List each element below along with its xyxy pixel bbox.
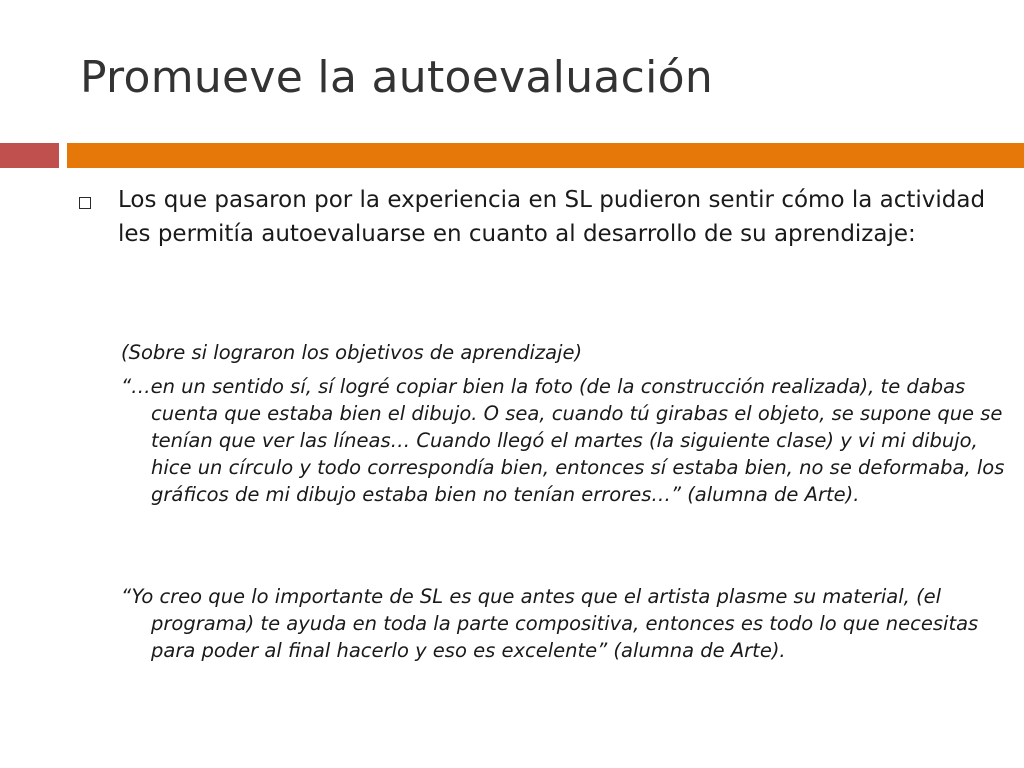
hollow-square-bullet-icon	[79, 197, 91, 209]
title-accent-bar-left	[0, 143, 59, 168]
bullet-text: Los que pasaron por la experiencia en SL pudieron sentir cómo la actividad les permitía autoevaluarse en cuanto al desarrollo de su aprendizaje:	[118, 187, 986, 247]
student-quote-1: “…en un sentido sí, sí logré copiar bien la foto (de la construcción realizada), te dabas cuenta que estaba bien el dibujo. O sea, cuando tú girabas el objeto, se supone que se tenían que ver las líneas… Cuando llegó el martes (la siguiente clase) y vi mi dibujo, hice un círculo y todo correspondía bien, entonces sí estaba bien, no se deformaba, los gráficos de mi dibujo estaba bien no tenían errores…” (alumna de Arte).	[121, 375, 1005, 506]
slide-title: Promueve la autoevaluación	[80, 52, 714, 103]
title-accent-bar-right	[67, 143, 1024, 168]
student-quote-2: “Yo creo que lo importante de SL es que antes que el artista plasme su material, (el programa) te ayuda en toda la parte compositiva, entonces es todo lo que necesitas para poder al final hacerlo y eso es excelente” (alumna de Arte).	[121, 585, 979, 662]
context-note: (Sobre si lograron los objetivos de aprendizaje)	[121, 341, 583, 364]
